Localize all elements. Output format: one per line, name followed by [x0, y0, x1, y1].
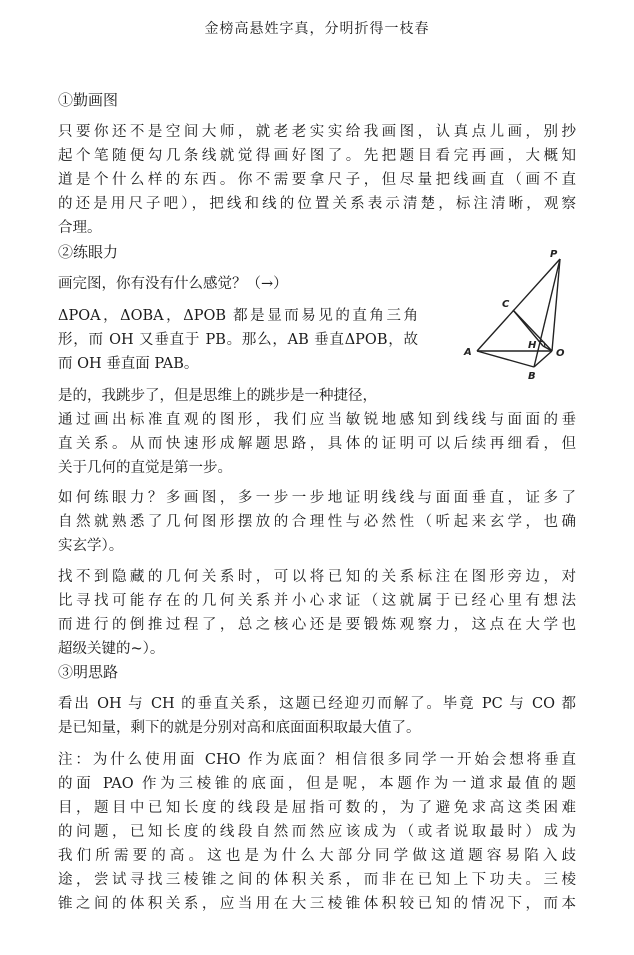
text-line: 通过画出标准直观的图形，我们应当敏锐地感知到线线与面面的垂: [58, 412, 576, 428]
label-h: H: [528, 340, 537, 351]
text-line: 直关系。从而快速形成解题思路，具体的证明可以后续再细看，但: [58, 436, 576, 452]
text-line: 是已知量，剩下的就是分别对高和底面面积取最大值了。: [58, 720, 421, 736]
text-line: 注：为什么使用面 CHO 作为底面？相信很多同学一开始会想将垂直: [58, 752, 576, 768]
paragraph-hidden-relations: [58, 565, 576, 661]
page-header: 金榜高悬姓字真，分明折得一枝春: [204, 21, 430, 37]
paragraph-intuition: [58, 384, 576, 480]
section-heading-clear-thinking: ③明思路: [58, 663, 119, 681]
text-line: 的问题，已知长度的线段自然而然应该成为（或者说取最时）成为: [58, 824, 576, 840]
text-line: ΔPOA，ΔOBA，ΔPOB 都是显而易见的直角三角: [58, 308, 418, 324]
paragraph-oh-ch-perpendicular: [58, 692, 576, 740]
text-line: 是的，我跳步了，但是思维上的跳步是一种捷径，: [58, 388, 377, 404]
text-line: 画完图，你有没有什么感觉？（→）: [58, 276, 288, 292]
edge-pa: [477, 259, 560, 351]
text-line: 而进行的倒推过程了，总之核心还是要锻炼观察力，这点在大学也: [58, 617, 576, 633]
geometry-figure: [455, 245, 580, 385]
paragraph-draw-diagrams: [58, 120, 576, 240]
text-line: 形，而 OH 又垂直于 PB。那么，AB 垂直ΔPOB，故: [58, 332, 418, 348]
text-line: 我们所需要的高。这也是为什么大部分同学做这道题容易陷入歧: [58, 848, 576, 864]
label-p: P: [550, 249, 558, 260]
text-line: 途，尝试寻找三棱锥之间的体积关系，而非在已知上下功夫。三棱: [58, 872, 576, 888]
text-line: 目，题目中已知长度的线段是屈指可数的，为了避免求高这类困难: [58, 800, 576, 816]
text-line: 比寻找可能存在的几何关系并小心求证（这就属于已经心里有想法: [58, 593, 576, 609]
text-line: 起个笔随便勾几条线就觉得画好图了。先把题目看完再画，大概知: [58, 148, 576, 164]
text-line: 如何练眼力？多画图，多一步一步地证明线线与面面垂直，证多了: [58, 490, 576, 506]
text-line: 看出 OH 与 CH 的垂直关系，这题已经迎刃而解了。毕竟 PC 与 CO 都: [58, 696, 576, 712]
edge-ab: [477, 351, 534, 367]
label-a: A: [464, 347, 472, 358]
text-line: 而 OH 垂直面 PAB。: [58, 356, 199, 372]
paragraph-how-to-train: [58, 486, 576, 558]
text-line: 锥之间的体积关系，应当用在大三棱锥体积较已知的情况下，而本: [58, 896, 576, 912]
section-heading-train-eyesight: ②练眼力: [58, 243, 119, 261]
text-line: 的面 PAO 作为三棱锥的底面，但是呢，本题作为一道求最值的题: [58, 776, 576, 792]
text-line: 超级关键的~）。: [58, 641, 165, 657]
text-line: 道是个什么样的东西。你不需要拿尺子，但尽量把线画直（画不直: [58, 172, 576, 188]
section-heading-draw-diagrams: ①勤画图: [58, 91, 119, 109]
label-o: O: [556, 348, 565, 359]
label-b: B: [528, 371, 536, 382]
text-line: 合理。: [58, 220, 102, 236]
text-line: 只要你还不是空间大师，就老老实实给我画图，认真点儿画，别抄: [58, 124, 576, 140]
text-line: 实玄学）。: [58, 538, 124, 554]
label-c: C: [502, 299, 510, 310]
text-line: 关于几何的直觉是第一步。: [58, 460, 232, 476]
text-line: 找不到隐藏的几何关系时，可以将已知的关系标注在图形旁边，对: [58, 569, 576, 585]
text-line: 自然就熟悉了几何图形摆放的合理性与必然性（听起来玄学，也确: [58, 514, 576, 530]
text-line: 的还是用尺子吧），把线和线的位置关系表示清楚，标注清晰，观察: [58, 196, 576, 212]
paragraph-note: [58, 748, 576, 916]
